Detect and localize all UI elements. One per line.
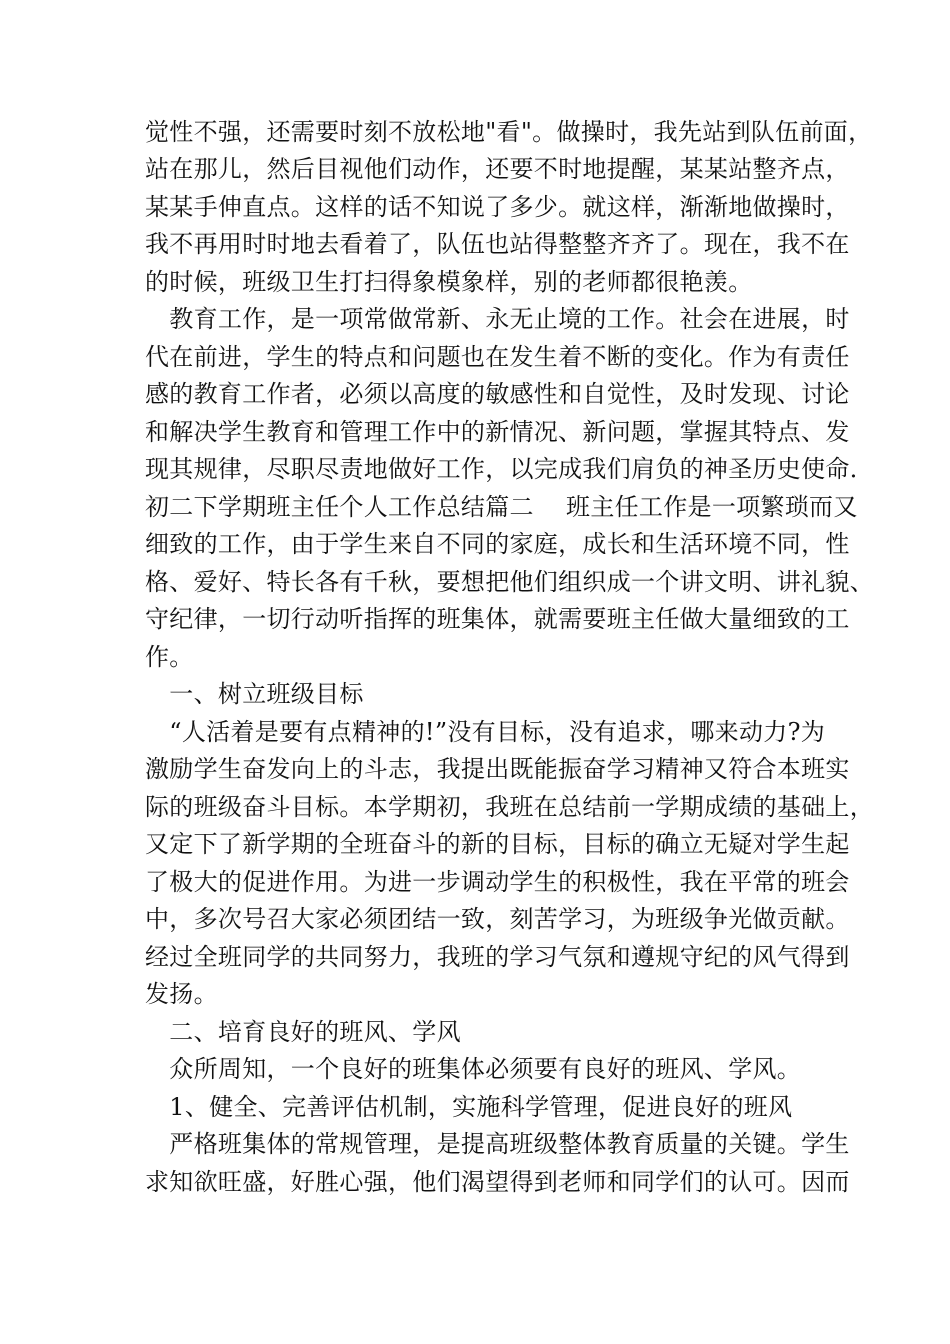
text-line: 了极大的促进作用。为进一步调动学生的积极性，我在平常的班会 (145, 868, 850, 896)
section-title-line: 初二下学期班主任个人工作总结篇二 班主任工作是一项繁琐而又 (145, 493, 858, 521)
text-line: 求知欲旺盛，好胜心强，他们渴望得到老师和同学们的认可。因而 (145, 1168, 850, 1196)
text-line: 又定下了新学期的全班奋斗的新的目标，目标的确立无疑对学生起 (145, 830, 850, 858)
text-line: 激励学生奋发向上的斗志，我提出既能振奋学习精神又符合本班实 (145, 755, 850, 783)
text-line: 的时候，班级卫生打扫得象模象样，别的老师都很艳羡。 (145, 268, 753, 296)
heading-2: 二、培育良好的班风、学风 (145, 1018, 461, 1046)
text-line: 教育工作，是一项常做常新、永无止境的工作。社会在进展，时 (145, 305, 850, 333)
text-line: 作。 (145, 643, 194, 671)
text-line: 严格班集体的常规管理，是提高班级整体教育质量的关键。学生 (145, 1130, 850, 1158)
text-line: 站在那儿，然后目视他们动作，还要不时地提醒，某某站整齐点， (145, 155, 850, 183)
text-line: 发扬。 (145, 980, 218, 1008)
text-line: “人活着是要有点精神的!”没有目标，没有追求，哪来动力?为 (145, 718, 826, 746)
text-line: 代在前进，学生的特点和问题也在发生着不断的变化。作为有责任 (145, 343, 850, 371)
text-line: 某某手伸直点。这样的话不知说了多少。就这样，渐渐地做操时， (145, 193, 850, 221)
text-line: 我不再用时时地去看着了，队伍也站得整整齐齐了。现在，我不在 (145, 230, 850, 258)
text-line: 感的教育工作者，必须以高度的敏感性和自觉性，及时发现、讨论 (145, 380, 850, 408)
text-line: 格、爱好、特长各有千秋，要想把他们组织成一个讲文明、讲礼貌、 (145, 568, 874, 596)
text-line: 觉性不强，还需要时刻不放松地"看"。做操时，我先站到队伍前面， (145, 118, 873, 146)
text-line: 中，多次号召大家必须团结一致，刻苦学习，为班级争光做贡献。 (145, 905, 850, 933)
text-line: 众所周知，一个良好的班集体必须要有良好的班风、学风。 (145, 1055, 802, 1083)
text-line: 细致的工作，由于学生来自不同的家庭，成长和生活环境不同，性 (145, 530, 850, 558)
text-line: 际的班级奋斗目标。本学期初，我班在总结前一学期成绩的基础上， (145, 793, 874, 821)
text-line: 守纪律，一切行动听指挥的班集体，就需要班主任做大量细致的工 (145, 605, 850, 633)
text-line: 经过全班同学的共同努力，我班的学习气氛和遵规守纪的风气得到 (145, 943, 850, 971)
text-line: 现其规律，尽职尽责地做好工作，以完成我们肩负的神圣历史使命． (145, 455, 874, 483)
subheading-1: 1、健全、完善评估机制，实施科学管理，促进良好的班风 (145, 1093, 793, 1121)
text-line: 和解决学生教育和管理工作中的新情况、新问题，掌握其特点、发 (145, 418, 850, 446)
heading-1: 一、树立班级目标 (145, 680, 364, 708)
